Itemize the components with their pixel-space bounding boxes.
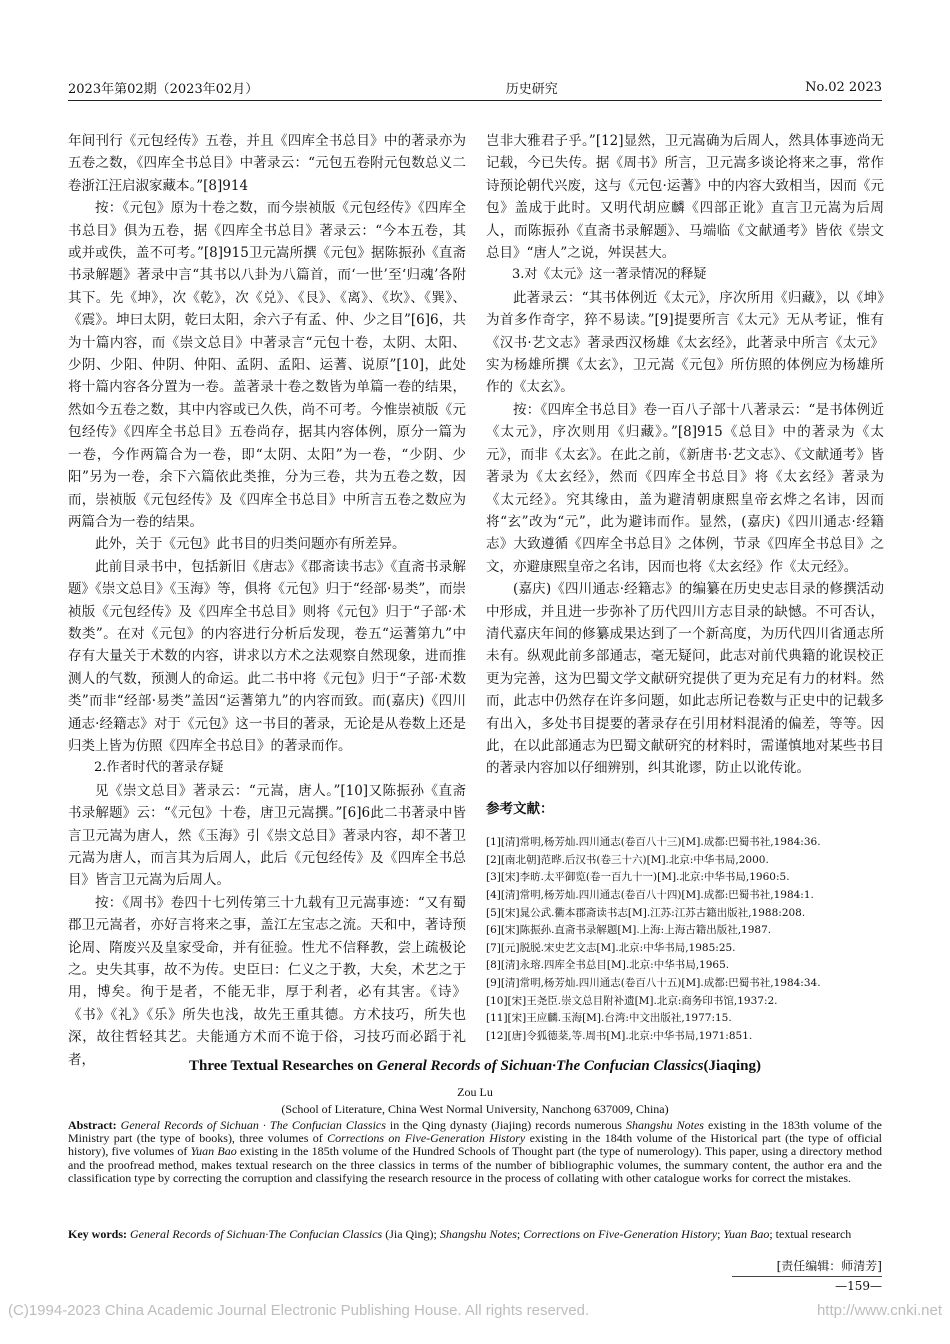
keyword-italic: Yuan Bao bbox=[723, 1227, 770, 1241]
abstract-label: Abstract: bbox=[68, 1118, 117, 1132]
paragraph: 按：《周书》卷四十七列传第三十九载有卫元嵩事迹：“又有蜀郡卫元嵩者，亦好言将来之事，盖江左宝志之流。天和中，著诗预论周、隋废兴及皇家受命，并有征验。性尤不信释教，尝上疏极论之。史失其事，故不为传。史臣曰：仁义之于教，大矣，术艺之于用，博矣。徇于是者，不能无非，厚于利者，必有其害。《诗》《书》《礼》《乐》所失也浅，故先王重其德。方术技巧，所失也深，故往哲轻其艺。夫能通方术而不诡于俗，习技巧而必蹈于礼者， bbox=[68, 894, 466, 1068]
keyword-text: (Jia Qing); bbox=[382, 1227, 440, 1241]
reference-item: [8][清]永瑢.四库全书总目[M].北京:中华书局,1965. bbox=[486, 959, 730, 972]
paragraph: 见《崇文总目》著录云：“元嵩，唐人。”[10]又陈振孙《直斋书录解题》云：“《元包》十卷，唐卫元嵩撰。”[6]6此二书著录中皆言卫元嵩为唐人，然《玉海》引《崇文总目》著录内容，却不著卫元嵩为唐人，而言其为后周人，此后《元包经传》及《四库全书总目》皆言卫元嵩为后周人。 bbox=[68, 782, 466, 889]
keyword-italic: Shangshu Notes bbox=[439, 1227, 517, 1241]
keyword-text: ; textual research bbox=[769, 1227, 852, 1241]
reference-item: [9][清]常明,杨芳灿.四川通志(卷百八十五)[M].成都:巴蜀书社,1984:34. bbox=[486, 976, 821, 989]
section-subheading: 3.对《太元》这一著录情况的释疑 bbox=[512, 267, 707, 283]
abstract-italic: Yuan Bao bbox=[190, 1144, 237, 1159]
reference-list bbox=[486, 834, 884, 1045]
section-subheading: 2.作者时代的著录存疑 bbox=[94, 760, 224, 776]
english-affiliation: (School of Literature, China West Normal University, Nanchong 637009, China) bbox=[281, 1102, 669, 1116]
reference-item: [6][宋]陈振孙.直斋书录解题[M].上海:上海古籍出版社,1987. bbox=[486, 924, 772, 937]
reference-item: [2][南北朝]范晔.后汉书(卷三十六)[M].北京:中华书局,2000. bbox=[486, 853, 769, 866]
paragraph: (嘉庆)《四川通志·经籍志》的编纂在历史史志目录的修撰活动中形成，并且进一步弥补了历代四川方志目录的缺憾。不可否认，清代嘉庆年间的修纂成果达到了一个新高度，为历代四川省通志所未有。纵观此前多部通志，毫无疑问，此志对前代典籍的讹误校正更为完善，这为巴蜀文学文献研究提供了更为充足有力的材料。然而，此志中仍然存在许多问题，如此志所记卷数与正史中的记载多有出入，多处书目提要的著录存在引用材料混淆的偏差，等等。因此，在以此部通志为巴蜀文献研究的材料时，需谨慎地对某些书目的著录内容加以仔细辨别，纠其讹谬，防止以讹传讹。 bbox=[486, 581, 884, 777]
keyword-text: ; bbox=[717, 1227, 724, 1241]
english-title-italic: General Records of Sichuan·The Confucian Classics bbox=[376, 1058, 704, 1074]
reference-item: [11][宋]王应麟.玉海[M].台湾:中文出版社,1977:15. bbox=[486, 1012, 732, 1025]
english-title bbox=[60, 1058, 890, 1075]
english-title-suffix: (Jiaqing) bbox=[703, 1058, 761, 1074]
copyright-url: http://www.cnki.net bbox=[816, 1301, 942, 1319]
abstract-italic: Corrections on Five-Generation History bbox=[327, 1131, 526, 1146]
header-issue: 2023年第02期（2023年02月） bbox=[68, 81, 259, 97]
abstract-text: existing in the 185th volume of the Hundred Schools of Thought part (the type of numerology). This paper, using a directory method and the proofread method, makes textual research on the three classics in terms of the number of bibliographic volumes, the summary content, the author era and the classification type by correcting the corruption and classifying the research resource in the process of collating with other catalogue works for correct the mistakes. bbox=[68, 1144, 882, 1185]
keyword-text: ; bbox=[516, 1227, 524, 1241]
right-column bbox=[486, 130, 884, 1045]
paragraph: 按：《元包》原为十卷之数，而今崇祯版《元包经传》《四库全书总目》俱为五卷，据《四库全书总目》著录云：“今本五卷，其或并或佚，盖不可考。”[8]915卫元嵩所撰《元包》据陈振孙《直斋书录解题》著录中言“其书以八卦为八篇首，而‘一世’至‘归魂’各附其下。先《坤》，次《乾》，次《兑》、《艮》、《离》、《坎》、《巽》、《震》。坤曰太阴，乾曰太阳，余六子有孟、仲、少之目”[6]6，共为十篇内容，而《崇文总目》中著录言“元包十卷，太阴、太阳、少阴、少阳、仲阴、仲阳、孟阴、孟阳、运蓍、说原”[10]，此处将十篇内容各分置为一卷。盖著录十卷之数皆为单篇一卷的结果，然如今五卷之数，其中内容或已久佚，尚不可考。今惟崇祯版《元包经传》《四库全书总目》五卷尚存，据其内容体例，原分一篇为一卷，今作两篇合为一卷，即“太阴、太阳”为一卷，“少阴、少阳”另为一卷，余下六篇依此类推，分为三卷，共为五卷之数，因而，崇祯版《元包经传》及《四库全书总目》中所言五卷之数应为两篇合为一卷的结果。 bbox=[68, 200, 466, 530]
header-rule bbox=[68, 100, 882, 101]
english-title-prefix: Three Textual Researches on bbox=[188, 1058, 377, 1074]
english-author: Zou Lu bbox=[457, 1085, 493, 1099]
responsible-editor: [责任编辑：师清芳] bbox=[776, 1259, 882, 1273]
reference-item: [4][清]常明,杨芳灿.四川通志(卷百八十四)[M].成都:巴蜀书社,1984:1. bbox=[486, 888, 814, 901]
reference-item: [12][唐]令狐德棻,等.周书[M].北京:中华书局,1971:851. bbox=[486, 1029, 753, 1042]
keyword-italic: General Records of Sichuan·The Confucian Classics bbox=[130, 1227, 383, 1241]
copyright-watermark bbox=[8, 1300, 942, 1320]
abstract-italic: General Records of Sichuan · The Confucian Classics bbox=[120, 1118, 386, 1132]
abstract-text: existing in the 184th volume of the Historical part (the type of official history), five volumes of bbox=[68, 1131, 883, 1159]
header-issue-en: No.02 2023 bbox=[805, 79, 882, 95]
reference-item: [1][清]常明,杨芳灿.四川通志(卷百八十三)[M].成都:巴蜀书社,1984:36. bbox=[486, 836, 821, 849]
page-number: —159— bbox=[732, 1276, 882, 1293]
paragraph: 按：《四库全书总目》卷一百八子部十八著录云：“是书体例近《太元》，序次则用《归藏》。”[8]915《总目》中的著录为《太元》，而非《太玄》。在此之前，《新唐书·艺文志》、《文献通考》皆著录为《太玄经》，然而《四库全书总目》将《太玄经》著录为《太元经》。究其缘由，盖为避清朝康熙皇帝玄烨之名讳，因而将“玄”改为“元”，此为避讳而作。显然，(嘉庆)《四川通志·经籍志》大致遵循《四库全书总目》之体例，节录《四库全书总目》之文，亦避康熙皇帝之名讳，因而也将《太玄经》作《太元经》。 bbox=[486, 401, 884, 575]
reference-item: [10][宋]王尧臣.崇文总目附补遗[M].北京:商务印书馆,1937:2. bbox=[486, 994, 778, 1007]
english-keywords bbox=[68, 1228, 882, 1241]
reference-item: [3][宋]李昉.太平御览(卷一百九十一)[M].北京:中华书局,1960:5. bbox=[486, 871, 790, 884]
running-header bbox=[68, 76, 882, 98]
keywords-label: Key words: bbox=[68, 1227, 127, 1241]
reference-item: [5][宋]晁公武.衢本郡斋读书志[M].江苏:江苏古籍出版社,1988:208. bbox=[486, 906, 806, 919]
paragraph: 岂非大雅君子乎。”[12]显然，卫元嵩确为后周人，然具体事迹尚无记载，今已失传。据《周书》所言，卫元嵩多谈论将来之事，常作诗预论朝代兴废，这与《元包·运蓍》中的内容大致相当，因而《元包》盖成于此时。又明代胡应麟《四部正讹》直言卫元嵩为后周人，而陈振孙《直斋书录解题》、马端临《文献通考》皆依《崇文总目》“唐人”之说，舛误甚大。 bbox=[486, 133, 884, 262]
abstract-text: existing in the 183th volume of the Ministry part (the type of books), three volumes of bbox=[68, 1118, 882, 1146]
paragraph: 此外，关于《元包》此书目的归类问题亦有所差异。 bbox=[95, 536, 406, 553]
paragraph: 此著录云：“其书体例近《太元》，序次所用《归藏》，以《坤》为首多作奇字，猝不易读。”[9]提要所言《太元》无从考证，惟有《汉书·艺文志》著录西汉杨雄《太玄经》，此著录中所言《太元》实为杨雄所撰《太玄》，卫元嵩《元包》所仿照的体例应为杨雄所作的《太玄》。 bbox=[486, 289, 884, 396]
references-heading: 参考文献： bbox=[486, 800, 554, 817]
paragraph: 此前目录书中，包括新旧《唐志》《郡斋读书志》《直斋书录解题》《崇文总目》《玉海》等，俱将《元包》归于“经部·易类”，而崇祯版《元包经传》及《四库全书总目》则将《元包》归于“子部·术数类”。在对《元包》的内容进行分析后发现，卷五“运蓍第九”中存有大量关于术数的内容，讲求以方术之法观察自然现象，进而推测人的气数，预测人的命运。此二书中将《元包》归于“子部·术数类”而非“经部·易类”盖因“运蓍第九”的内容而致。而(嘉庆)《四川通志·经籍志》对于《元包》这一书目的著录，无论是从卷数上还是归类上皆为仿照《四库全书总目》的著录而作。 bbox=[68, 558, 466, 754]
abstract-italic: Shangshu Notes bbox=[625, 1118, 704, 1132]
reference-item: [7][元]脱脱.宋史艺文志[M].北京:中华书局,1985:25. bbox=[486, 941, 736, 954]
keyword-italic: Corrections on Five-Generation History bbox=[523, 1227, 718, 1241]
paragraph: 年间刊行《元包经传》五卷，并且《四库全书总目》中的著录亦为五卷之数，《四库全书总目》中著录云：“元包五卷附元包数总义二卷浙江汪启淑家藏本。”[8]914 bbox=[68, 133, 466, 194]
header-journal: 历史研究 bbox=[505, 81, 558, 97]
english-abstract bbox=[68, 1119, 882, 1185]
copyright-notice: (C)1994-2023 China Academic Journal Electronic Publishing House. All rights reserved. bbox=[8, 1301, 590, 1319]
abstract-text: in the Qing dynasty (Jiajing) records numerous bbox=[385, 1118, 626, 1132]
left-column bbox=[68, 130, 466, 1071]
